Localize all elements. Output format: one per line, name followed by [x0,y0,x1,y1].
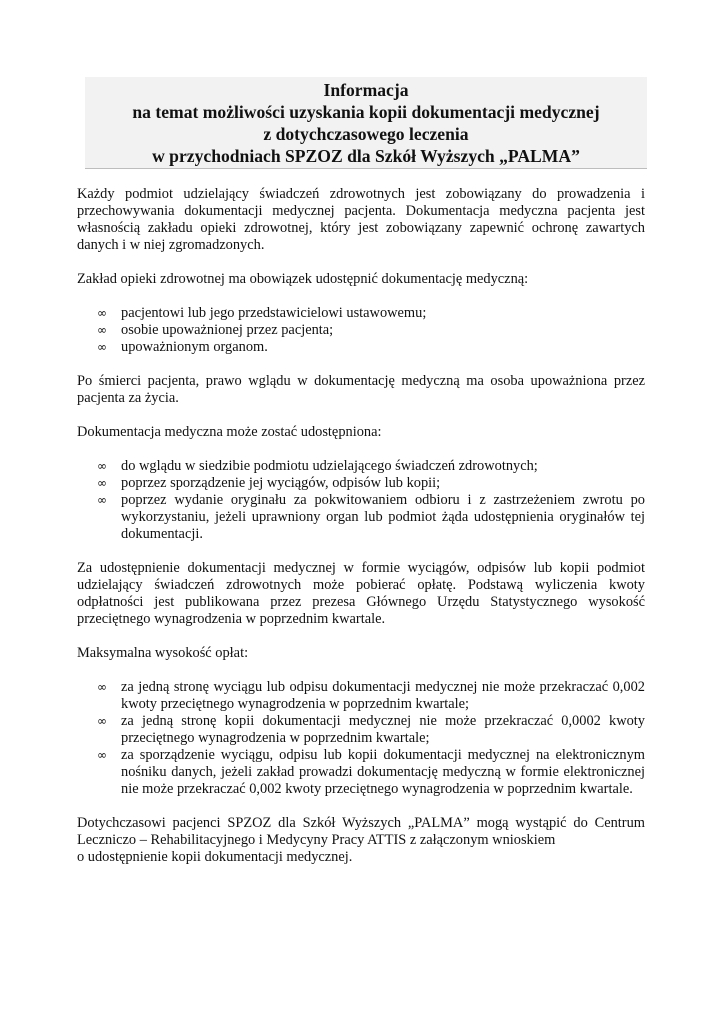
paragraph-intro: Każdy podmiot udzielający świadczeń zdrowotnych jest zobowiązany do prowadzenia i przechowywania dokumentacji medycznej pacjenta. Dokumentacja medyczna pacjenta jest własnością zakładu opieki zdrowotnej, który jest zobowiązany zapewnić ochronę zawartych danych i w niej zgromadzonych. [77,186,645,253]
list-item: ∞ upoważnionym organom. [97,339,268,355]
fee-limits-list [77,679,645,798]
recipients-list [77,305,645,356]
access-methods-list [77,458,645,543]
paragraph-obligation: Zakład opieki zdrowotnej ma obowiązek udostępnić dokumentację medyczną: [77,271,529,287]
list-item: ∞ za jedną stronę kopii dokumentacji medycznej nie może przekraczać 0,0002 kwoty przeciętnego wynagrodzenia w poprzednim kwartale; [97,713,645,746]
list-item: ∞ poprzez wydanie oryginału za pokwitowaniem odbioru i z zastrzeżeniem zwrotu po wykorzystaniu, jeżeli uprawniony organ lub podmiot żąda udostępnienia oryginałów tej dokumentacji. [97,492,645,542]
infinity-bullet-icon: ∞ [97,459,107,473]
infinity-bullet-icon: ∞ [97,476,107,490]
title-line-3: z dotychczasowego leczenia [263,124,469,144]
infinity-bullet-icon: ∞ [97,714,107,728]
title-line-1: Informacja [323,80,409,100]
document-body [77,186,645,883]
title-line-4: w przychodniach SPZOZ dla Szkół Wyższych „PALMA” [152,146,580,166]
infinity-bullet-icon: ∞ [97,323,107,337]
list-item: ∞ osobie upoważnionej przez pacjenta; [97,322,334,338]
infinity-bullet-icon: ∞ [97,340,107,354]
list-item: ∞ za sporządzenie wyciągu, odpisu lub kopii dokumentacji medycznej na elektronicznym nośniku danych, jeżeli zakład prowadzi dokumentację medyczną w formie elektronicznej nie może przekraczać 0,002 kwoty przeciętnego wynagrodzenia w poprzednim kwartale. [97,747,645,797]
title-line-2: na temat możliwości uzyskania kopii dokumentacji medycznej [132,102,600,122]
paragraph-access-intro: Dokumentacja medyczna może zostać udostępniona: [77,424,382,440]
paragraph-fees: Za udostępnienie dokumentacji medycznej w formie wyciągów, odpisów lub kopii podmiot udzielający świadczeń zdrowotnych może pobierać opłatę. Podstawą wyliczenia kwoty odpłatności jest publikowana przez prezesa Głównego Urzędu Statystycznego wysokość przeciętnego wynagrodzenia w poprzednim kwartale. [77,560,645,627]
document-title-box [85,77,647,169]
paragraph-after-death: Po śmierci pacjenta, prawo wglądu w dokumentację medyczną ma osoba upoważniona przez pacjenta za życia. [77,373,645,406]
list-item: ∞ do wglądu w siedzibie podmiotu udzielającego świadczeń zdrowotnych; [97,458,538,474]
list-item: ∞ poprzez sporządzenie jej wyciągów, odpisów lub kopii; [97,475,441,491]
infinity-bullet-icon: ∞ [97,748,107,762]
paragraph-former-patients: Dotychczasowi pacjenci SPZOZ dla Szkół Wyższych „PALMA” mogą wystąpić do Centrum Leczniczo – Rehabilitacyjnego i Medycyny Pracy ATTIS z załączonym wnioskiem o udostępnienie kopii dokumentacji medycznej. [77,815,645,865]
infinity-bullet-icon: ∞ [97,306,107,320]
infinity-bullet-icon: ∞ [97,493,107,507]
infinity-bullet-icon: ∞ [97,680,107,694]
paragraph-max-fee-intro: Maksymalna wysokość opłat: [77,645,249,661]
list-item: ∞ za jedną stronę wyciągu lub odpisu dokumentacji medycznej nie może przekraczać 0,002 kwoty przeciętnego wynagrodzenia w poprzednim kwartale; [97,679,645,712]
list-item: ∞ pacjentowi lub jego przedstawicielowi ustawowemu; [97,305,427,321]
